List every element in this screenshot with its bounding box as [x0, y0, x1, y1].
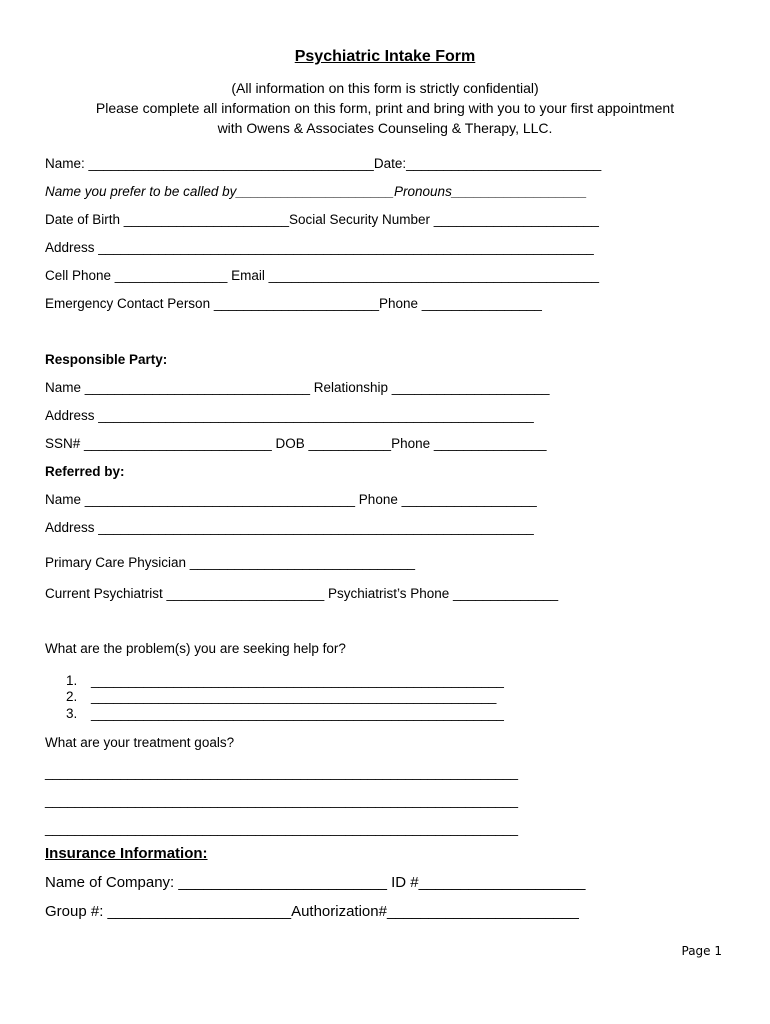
primary-care-physician-field[interactable]: Primary Care Physician ______________________________ [45, 555, 416, 570]
goals-line-2[interactable]: _______________________________________________________________ [45, 793, 519, 808]
page-number: Page 1 [681, 944, 722, 958]
problem-number-2: 2. [66, 689, 78, 704]
responsible-party-heading: Responsible Party: [45, 352, 168, 367]
referred-by-heading: Referred by: [45, 464, 125, 479]
emergency-contact-field[interactable]: Emergency Contact Person ______________________Phone ________________ [45, 296, 542, 311]
problem-line-2[interactable]: ______________________________________________________ [91, 689, 497, 704]
goals-question: What are your treatment goals? [45, 735, 235, 750]
goals-line-1[interactable]: _______________________________________________________________ [45, 765, 519, 780]
responsible-ssn-dob-phone-field[interactable]: SSN# _________________________ DOB ___________Phone _______________ [45, 436, 547, 451]
dob-ssn-field[interactable]: Date of Birth ______________________Social Security Number ______________________ [45, 212, 599, 227]
problem-line-1[interactable]: _______________________________________________________ [91, 673, 504, 688]
current-psychiatrist-field[interactable]: Current Psychiatrist _____________________ Psychiatrist’s Phone ______________ [45, 586, 559, 601]
insurance-heading: Insurance Information: [45, 845, 208, 862]
referred-name-phone-field[interactable]: Name ____________________________________ Phone __________________ [45, 492, 537, 507]
name-date-field[interactable]: Name: ______________________________________Date:__________________________ [45, 156, 602, 171]
goals-line-3[interactable]: _______________________________________________________________ [45, 821, 519, 836]
responsible-name-relationship-field[interactable]: Name ______________________________ Relationship _____________________ [45, 380, 550, 395]
responsible-address-field[interactable]: Address __________________________________________________________ [45, 408, 534, 423]
problem-line-3[interactable]: _______________________________________________________ [91, 706, 504, 721]
cell-phone-email-field[interactable]: Cell Phone _______________ Email ____________________________________________ [45, 268, 600, 283]
problem-number-3: 3. [66, 706, 78, 721]
address-field[interactable]: Address __________________________________________________________________ [45, 240, 594, 255]
referred-address-field[interactable]: Address __________________________________________________________ [45, 520, 534, 535]
insurance-group-auth-field[interactable]: Group #: ______________________Authorization#_______________________ [45, 903, 579, 920]
preferred-name-pronouns-field[interactable]: Name you prefer to be called by_____________________Pronouns__________________ [45, 184, 587, 199]
insurance-company-id-field[interactable]: Name of Company: _________________________ ID #____________________ [45, 874, 586, 891]
instructions-line-2: with Owens & Associates Counseling & Therapy, LLC. [217, 120, 553, 136]
confidential-note: (All information on this form is strictly confidential) [231, 80, 539, 96]
problems-question: What are the problem(s) you are seeking help for? [45, 641, 346, 656]
form-title: Psychiatric Intake Form [294, 48, 476, 65]
problem-number-1: 1. [66, 673, 78, 688]
instructions-line-1: Please complete all information on this form, print and bring with you to your first appointment [95, 100, 675, 116]
